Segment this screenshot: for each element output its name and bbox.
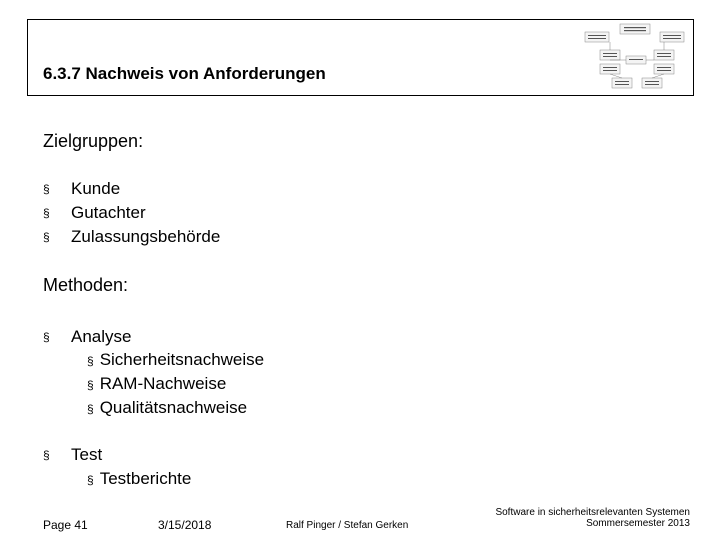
slide-title: 6.3.7 Nachweis von Anforderungen	[43, 64, 326, 83]
sub-item-label: RAM-Nachweise	[99, 374, 227, 393]
bullet-icon: §	[43, 206, 50, 220]
bullet-icon: §	[43, 182, 50, 196]
process-diagram-thumbnail-icon	[582, 22, 688, 92]
list-item-label: Kunde	[71, 179, 121, 198]
footer-course-line2: Sommersemester 2013	[586, 518, 690, 529]
bullet-icon: §	[43, 330, 50, 344]
bullet-icon: §	[87, 354, 94, 368]
footer-date: 3/15/2018	[158, 518, 212, 532]
sub-item-label: Testberichte	[99, 469, 192, 488]
page-number: Page 41	[43, 518, 88, 532]
list-item-label: Test	[71, 445, 103, 464]
bullet-icon: §	[43, 230, 50, 244]
bullet-icon: §	[87, 473, 94, 487]
bullet-icon: §	[87, 378, 94, 392]
footer-authors: Ralf Pinger / Stefan Gerken	[286, 520, 409, 531]
methoden-heading: Methoden:	[43, 275, 129, 295]
sub-list-item	[87, 467, 191, 492]
list-item-label: Zulassungsbehörde	[71, 227, 221, 246]
zielgruppen-heading: Zielgruppen:	[43, 131, 144, 151]
bullet-icon: §	[43, 448, 50, 462]
sub-list-item	[87, 396, 247, 421]
list-item-label: Analyse	[71, 327, 132, 346]
list-item-label: Gutachter	[71, 203, 146, 222]
footer-course	[495, 507, 690, 529]
bullet-icon: §	[87, 402, 94, 416]
sub-list-item	[87, 372, 226, 397]
sub-item-label: Qualitätsnachweise	[99, 398, 248, 417]
sub-list-item	[87, 348, 264, 373]
footer-course-line1: Software in sicherheitsrelevanten Systemen	[495, 507, 690, 518]
sub-item-label: Sicherheitsnachweise	[99, 350, 265, 369]
